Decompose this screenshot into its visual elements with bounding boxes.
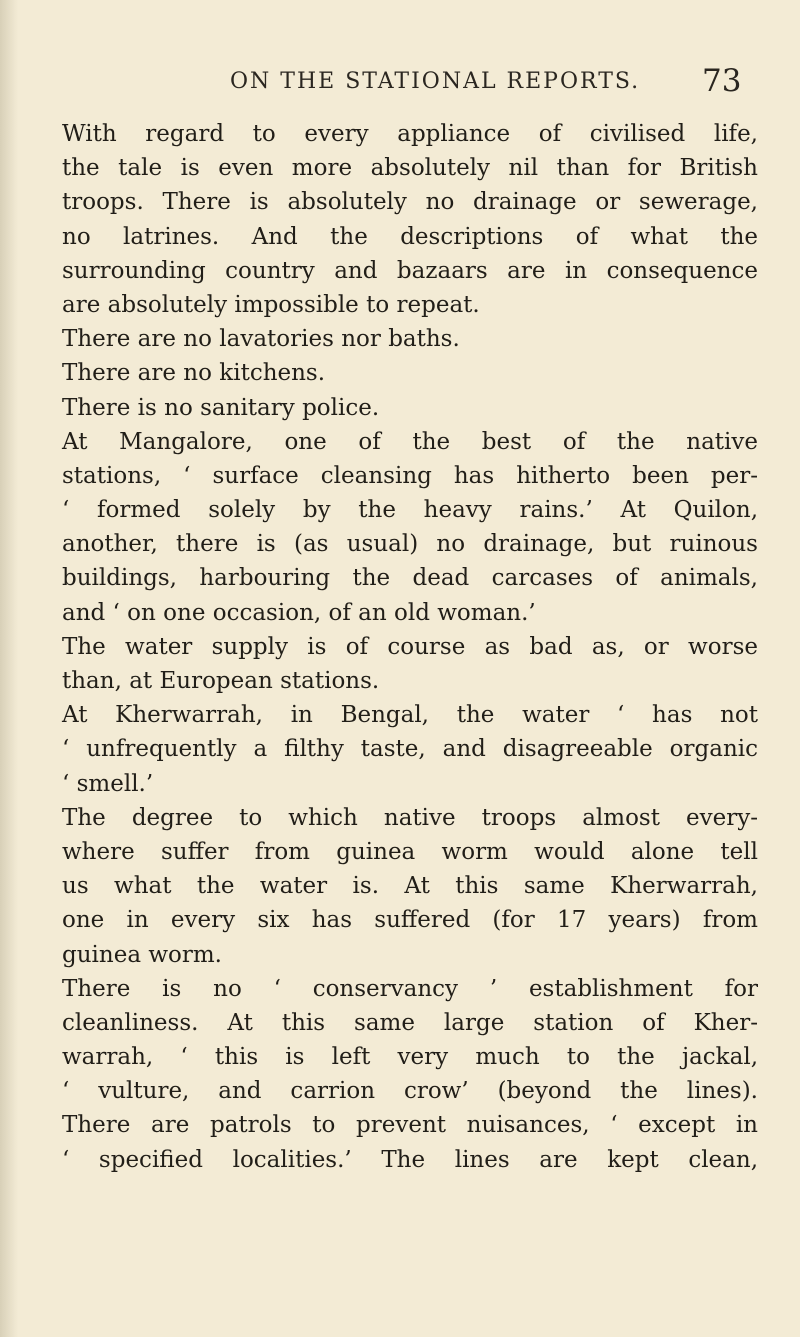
text-line: the tale is even more absolutely nil than for British [62, 155, 758, 182]
text-line: ‘ formed solely by the heavy rains.’ At Quilon, [62, 497, 758, 524]
page-number: 73 [702, 63, 742, 99]
text-line: us what the water is. At this same Kherwarrah, [62, 873, 758, 900]
text-line: warrah, ‘ this is left very much to the jackal, [62, 1044, 758, 1071]
text-line: are absolutely impossible to repeat. [62, 291, 480, 318]
text-line: At Kherwarrah, in Bengal, the water ‘ has not [62, 702, 758, 729]
text-line: There is no ‘ conservancy ’ establishment for [62, 975, 758, 1002]
page-gutter-shadow [0, 0, 18, 1337]
text-line: no latrines. And the descriptions of what the [62, 223, 758, 250]
text-line: The degree to which native troops almost every- [62, 804, 758, 831]
text-line: The water supply is of course as bad as, or worse [62, 633, 758, 660]
text-line: With regard to every appliance of civilised life, [62, 121, 758, 147]
text-line: There are no lavatories nor baths. [62, 326, 460, 353]
text-line: There are no kitchens. [62, 360, 326, 387]
text-line: surrounding country and bazaars are in consequence [62, 257, 758, 284]
text-line: than, at European stations. [62, 668, 380, 694]
text-line: ‘ unfrequently a filthy taste, and disagreeable organic [62, 736, 758, 763]
text-line: ‘ vulture, and carrion crow’ (beyond the lines). [62, 1078, 758, 1105]
text-line: and ‘ on one occasion, of an old woman.’ [62, 599, 536, 626]
text-line: At Mangalore, one of the best of the native [62, 428, 758, 455]
text-line: ‘ specified localities.’ The lines are kept clean, [62, 1146, 758, 1173]
text-line: another, there is (as usual) no drainage, but ruinous [62, 531, 758, 558]
text-line: guinea worm. [62, 941, 222, 968]
text-line: ‘ smell.’ [62, 770, 154, 797]
text-line: cleanliness. At this same large station of Kher- [62, 1009, 758, 1036]
running-header [0, 63, 800, 103]
text-line: where suffer from guinea worm would alone tell [62, 838, 758, 865]
text-line: troops. There is absolutely no drainage or sewerage, [62, 189, 758, 216]
text-line: stations, ‘ surface cleansing has hitherto been per- [62, 462, 758, 489]
running-title: ON THE STATIONAL REPORTS. [230, 69, 641, 94]
text-line: buildings, harbouring the dead carcases of animals, [62, 565, 758, 592]
text-line: one in every six has suffered (for 17 years) from [62, 907, 758, 934]
text-line: There are patrols to prevent nuisances, ‘ except in [62, 1112, 758, 1139]
body-text [62, 117, 758, 1177]
text-line: There is no sanitary police. [62, 394, 380, 421]
